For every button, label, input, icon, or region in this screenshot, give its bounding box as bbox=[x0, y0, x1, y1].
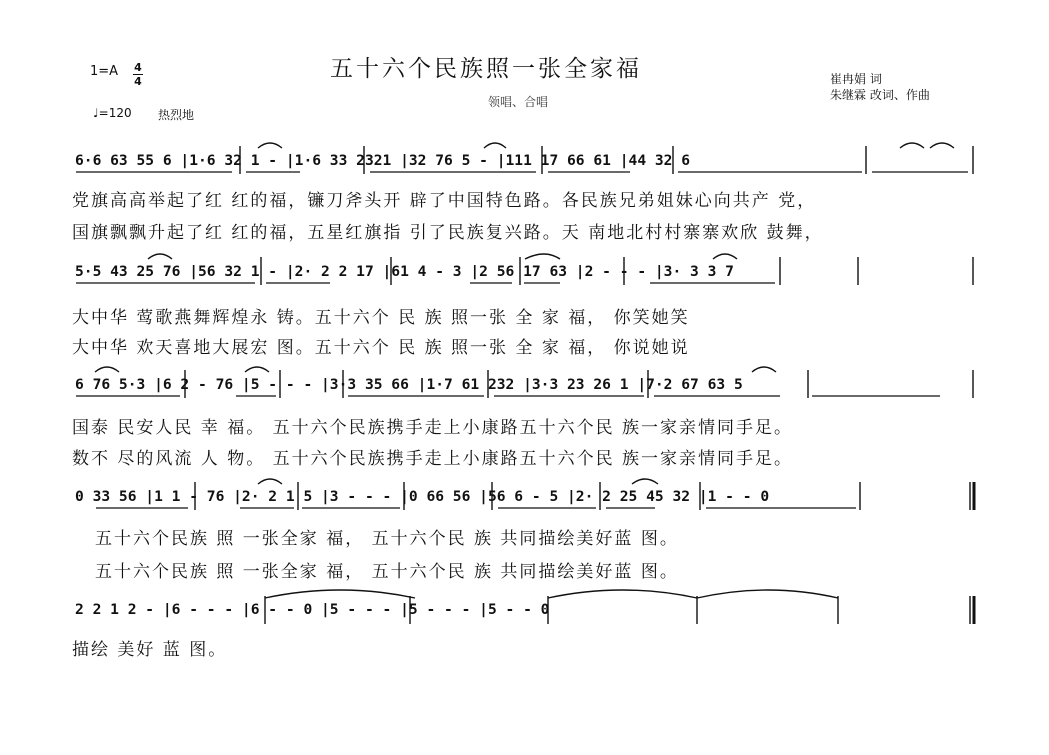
lyric-line: 数不 尽的风流 人 物。 五十六个民族携手走上小康路五十六个民 族一家亲情同手足。 bbox=[72, 449, 794, 469]
notation-line: 6 76 5·3 |6 2 - 76 |5 - - - |3·3 35 66 |1·7 61 232 |3·3 23 26 1 |7·2 67 63 5 bbox=[75, 376, 743, 393]
lyric-line: 大中华 欢天喜地大展宏 图。五十六个 民 族 照一张 全 家 福， 你说她说 bbox=[72, 338, 690, 358]
lyric-line: 国泰 民安人民 幸 福。 五十六个民族携手走上小康路五十六个民 族一家亲情同手足。 bbox=[72, 418, 794, 438]
key-signature: 1=A bbox=[90, 64, 119, 79]
lyric-line: 大中华 莺歌燕舞辉煌永 铸。五十六个 民 族 照一张 全 家 福， 你笑她笑 bbox=[72, 308, 690, 328]
lyric-line: 五十六个民族 照 一张全家 福， 五十六个民 族 共同描绘美好蓝 图。 bbox=[95, 529, 679, 549]
lyric-line: 描绘 美好 蓝 图。 bbox=[72, 640, 228, 660]
expression-marking: 热烈地 bbox=[158, 108, 195, 122]
meter-bottom: 4 bbox=[134, 75, 142, 88]
meter-top: 4 bbox=[134, 61, 142, 74]
lyric-line: 五十六个民族 照 一张全家 福， 五十六个民 族 共同描绘美好蓝 图。 bbox=[95, 562, 679, 582]
lyric-line: 国旗飘飘升起了红 红的福，五星红旗指 引了民族复兴路。天 南地北村村寨寨欢欣 鼓舞， bbox=[72, 223, 824, 243]
lyricist-credit: 崔冉娟 词 bbox=[830, 72, 882, 86]
page-title: 五十六个民族照一张全家福 bbox=[330, 56, 642, 82]
notation-line: 2 2 1 2 - |6 - - - |6 - - 0 |5 - - - |5 - - - |5 - - 0 bbox=[75, 601, 550, 618]
lyric-line: 党旗高高举起了红 红的福，镰刀斧头开 辟了中国特色路。各民族兄弟姐妹心向共产 党， bbox=[72, 191, 817, 211]
notation-line: 0 33 56 |1 1 - 76 |2· 2 1 5 |3 - - - |0 66 56 |56 6 - 5 |2· 2 25 45 32 |1 - - 0 bbox=[75, 488, 770, 505]
notation-line: 6·6 63 55 6 |1·6 32 1 - |1·6 33 2321 |32 76 5 - |111 17 66 61 |44 32 6 bbox=[75, 152, 691, 169]
notation-line: 5·5 43 25 76 |56 32 1 - |2· 2 2 17 |61 4 - 3 |2 56 17 63 |2 - - - |3· 3 3 7 bbox=[75, 263, 734, 280]
composer-credit: 朱继霖 改词、作曲 bbox=[830, 88, 930, 102]
tempo-marking: ♩=120 bbox=[93, 106, 132, 120]
performance-note: 领唱、合唱 bbox=[488, 95, 549, 109]
